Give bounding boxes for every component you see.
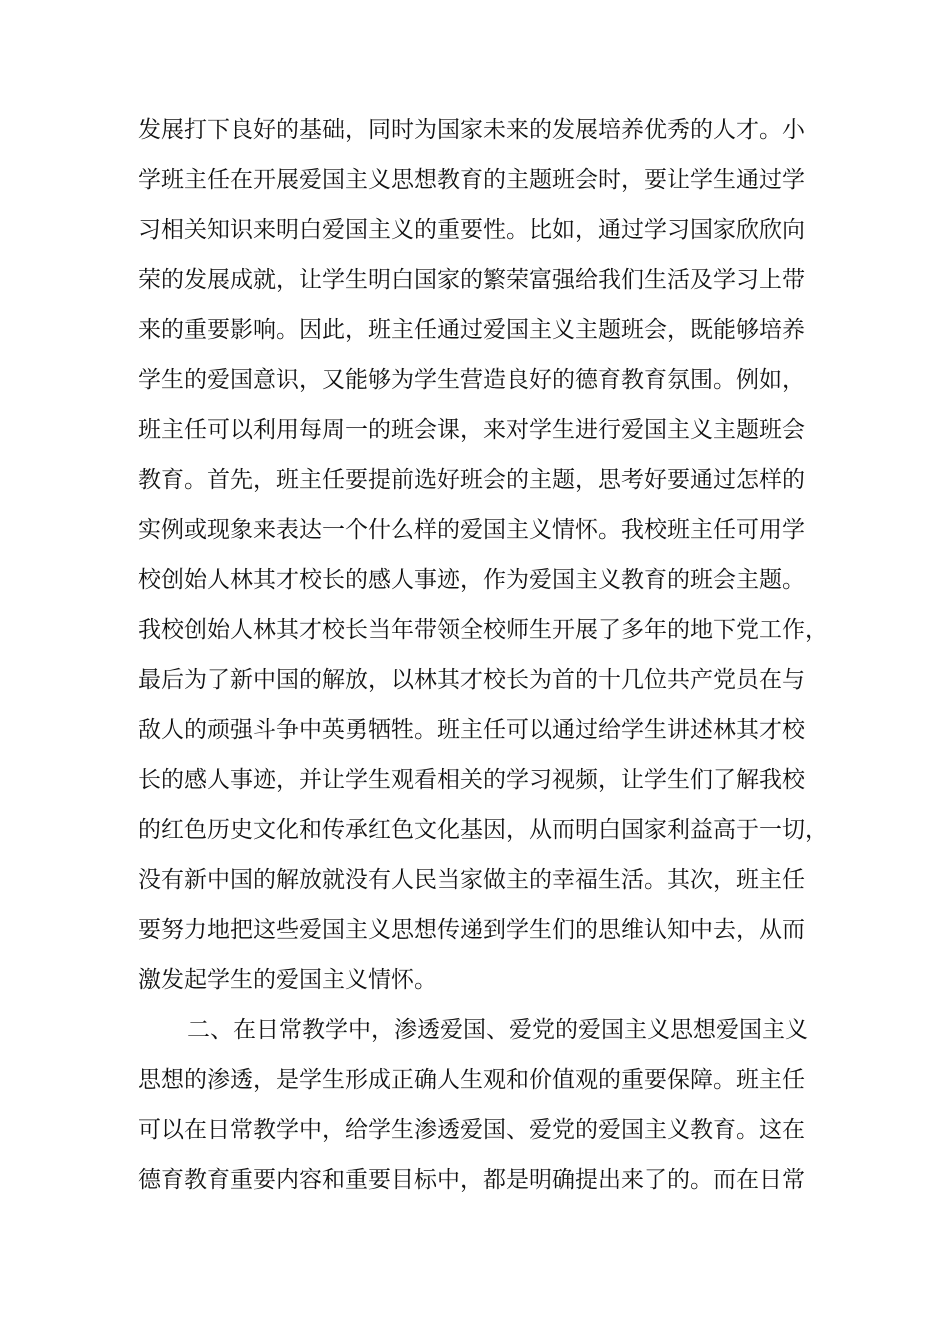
text-line: 可以在日常教学中，给学生渗透爱国、爱党的爱国主义教育。这在: [138, 1117, 805, 1143]
text-line: 校创始人林其才校长的感人事迹，作为爱国主义教育的班会主题。: [138, 567, 805, 593]
text-line: 班主任可以利用每周一的班会课，来对学生进行爱国主义主题班会: [138, 417, 805, 443]
text-line: 教育。首先，班主任要提前选好班会的主题，思考好要通过怎样的: [138, 467, 805, 493]
text-line: 要努力地把这些爱国主义思想传递到学生们的思维认知中去，从而: [138, 917, 805, 943]
text-line: 发展打下良好的基础，同时为国家未来的发展培养优秀的人才。小: [138, 117, 805, 143]
text-line: 敌人的顽强斗争中英勇牺牲。班主任可以通过给学生讲述林其才校: [138, 717, 805, 743]
text-line: 实例或现象来表达一个什么样的爱国主义情怀。我校班主任可用学: [138, 517, 805, 543]
text-line: 激发起学生的爱国主义情怀。: [138, 967, 437, 993]
text-line: 德育教育重要内容和重要目标中，都是明确提出来了的。而在日常: [138, 1167, 805, 1193]
section-heading-line: 二、在日常教学中，渗透爱国、爱党的爱国主义思想爱国主义: [187, 1017, 808, 1043]
text-line: 的红色历史文化和传承红色文化基因，从而明白国家利益高于一切，: [138, 817, 828, 843]
text-line: 习相关知识来明白爱国主义的重要性。比如，通过学习国家欣欣向: [138, 217, 805, 243]
text-line: 没有新中国的解放就没有人民当家做主的幸福生活。其次，班主任: [138, 867, 805, 893]
text-line: 最后为了新中国的解放，以林其才校长为首的十几位共产党员在与: [138, 667, 805, 693]
text-line: 长的感人事迹，并让学生观看相关的学习视频，让学生们了解我校: [138, 767, 805, 793]
text-line: 思想的渗透，是学生形成正确人生观和价值观的重要保障。班主任: [138, 1067, 805, 1093]
text-line: 学班主任在开展爱国主义思想教育的主题班会时，要让学生通过学: [138, 167, 805, 193]
text-line: 荣的发展成就，让学生明白国家的繁荣富强给我们生活及学习上带: [138, 267, 805, 293]
text-line: 来的重要影响。因此，班主任通过爱国主义主题班会，既能够培养: [138, 317, 805, 343]
text-line: 学生的爱国意识，又能够为学生营造良好的德育教育氛围。例如，: [138, 367, 805, 393]
text-line: 我校创始人林其才校长当年带领全校师生开展了多年的地下党工作，: [138, 617, 828, 643]
